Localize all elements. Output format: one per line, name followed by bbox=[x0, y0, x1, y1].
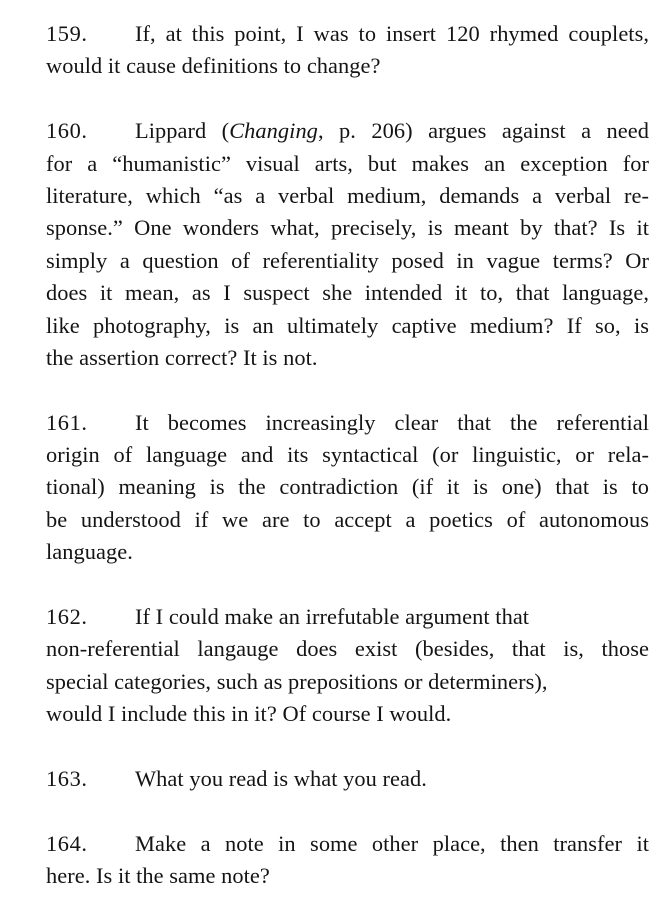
entry-line bbox=[46, 601, 649, 633]
entry-line: sponse.” One wonders what, precisely, is meant by that? Is it bbox=[46, 215, 649, 241]
entry-line: here. Is it the same note? bbox=[46, 863, 270, 889]
book-page bbox=[46, 18, 649, 893]
entry-line: special categories, such as prepositions or determiners), bbox=[46, 668, 548, 694]
entry-161 bbox=[46, 407, 649, 569]
entry-159 bbox=[46, 18, 649, 83]
entry-number: 160. bbox=[46, 118, 88, 144]
entry-text: If I could make an irrefutable argument that bbox=[135, 604, 530, 630]
entry-line: be understood if we are to accept a poetics of autonomous bbox=[46, 506, 649, 532]
entry-line: the assertion correct? It is not. bbox=[46, 344, 318, 370]
entry-line: simply a question of referentiality posed in vague terms? Or bbox=[46, 247, 649, 273]
entry-line: non-referential langauge does exist (besides, that is, those bbox=[46, 636, 649, 662]
entry-number: 161. bbox=[46, 409, 88, 435]
entry-line: would I include this in it? Of course I would. bbox=[46, 701, 452, 727]
entry-line: literature, which “as a verbal medium, demands a verbal re- bbox=[46, 182, 649, 208]
entry-line bbox=[46, 763, 649, 795]
entry-number: 162. bbox=[46, 604, 88, 630]
entry-text: , p. 206) argues against a need bbox=[317, 118, 649, 144]
entry-line bbox=[46, 407, 649, 439]
entry-text: If, at this point, I was to insert 120 rhymed couplets, bbox=[135, 21, 649, 46]
entry-number: 164. bbox=[46, 830, 88, 856]
entry-line: like photography, is an ultimately captive medium? If so, is bbox=[46, 312, 649, 338]
entry-line bbox=[46, 828, 649, 860]
entry-text: What you read is what you read. bbox=[135, 765, 427, 791]
entry-line: language. bbox=[46, 539, 133, 565]
entry-line bbox=[46, 18, 649, 50]
entry-line: for a “humanistic” visual arts, but makes an exception for bbox=[46, 150, 649, 176]
book-title: Changing bbox=[229, 118, 318, 144]
entry-line: tional) meaning is the contradiction (if it is one) that is to bbox=[46, 474, 649, 500]
entry-text: It becomes increasingly clear that the referential bbox=[135, 409, 649, 435]
entry-line: does it mean, as I suspect she intended it to, that language, bbox=[46, 280, 649, 306]
entry-number: 163. bbox=[46, 765, 88, 791]
entry-number: 159. bbox=[46, 21, 88, 46]
entry-164 bbox=[46, 828, 649, 893]
entry-162 bbox=[46, 601, 649, 731]
entry-text: Lippard ( bbox=[135, 118, 230, 144]
entry-text: Make a note in some other place, then transfer it bbox=[135, 830, 649, 856]
entry-160 bbox=[46, 115, 649, 374]
entry-line: would it cause definitions to change? bbox=[46, 53, 381, 79]
entry-line: origin of language and its syntactical (or linguistic, or rela- bbox=[46, 442, 649, 468]
entry-line bbox=[46, 115, 649, 147]
entry-163 bbox=[46, 763, 649, 795]
